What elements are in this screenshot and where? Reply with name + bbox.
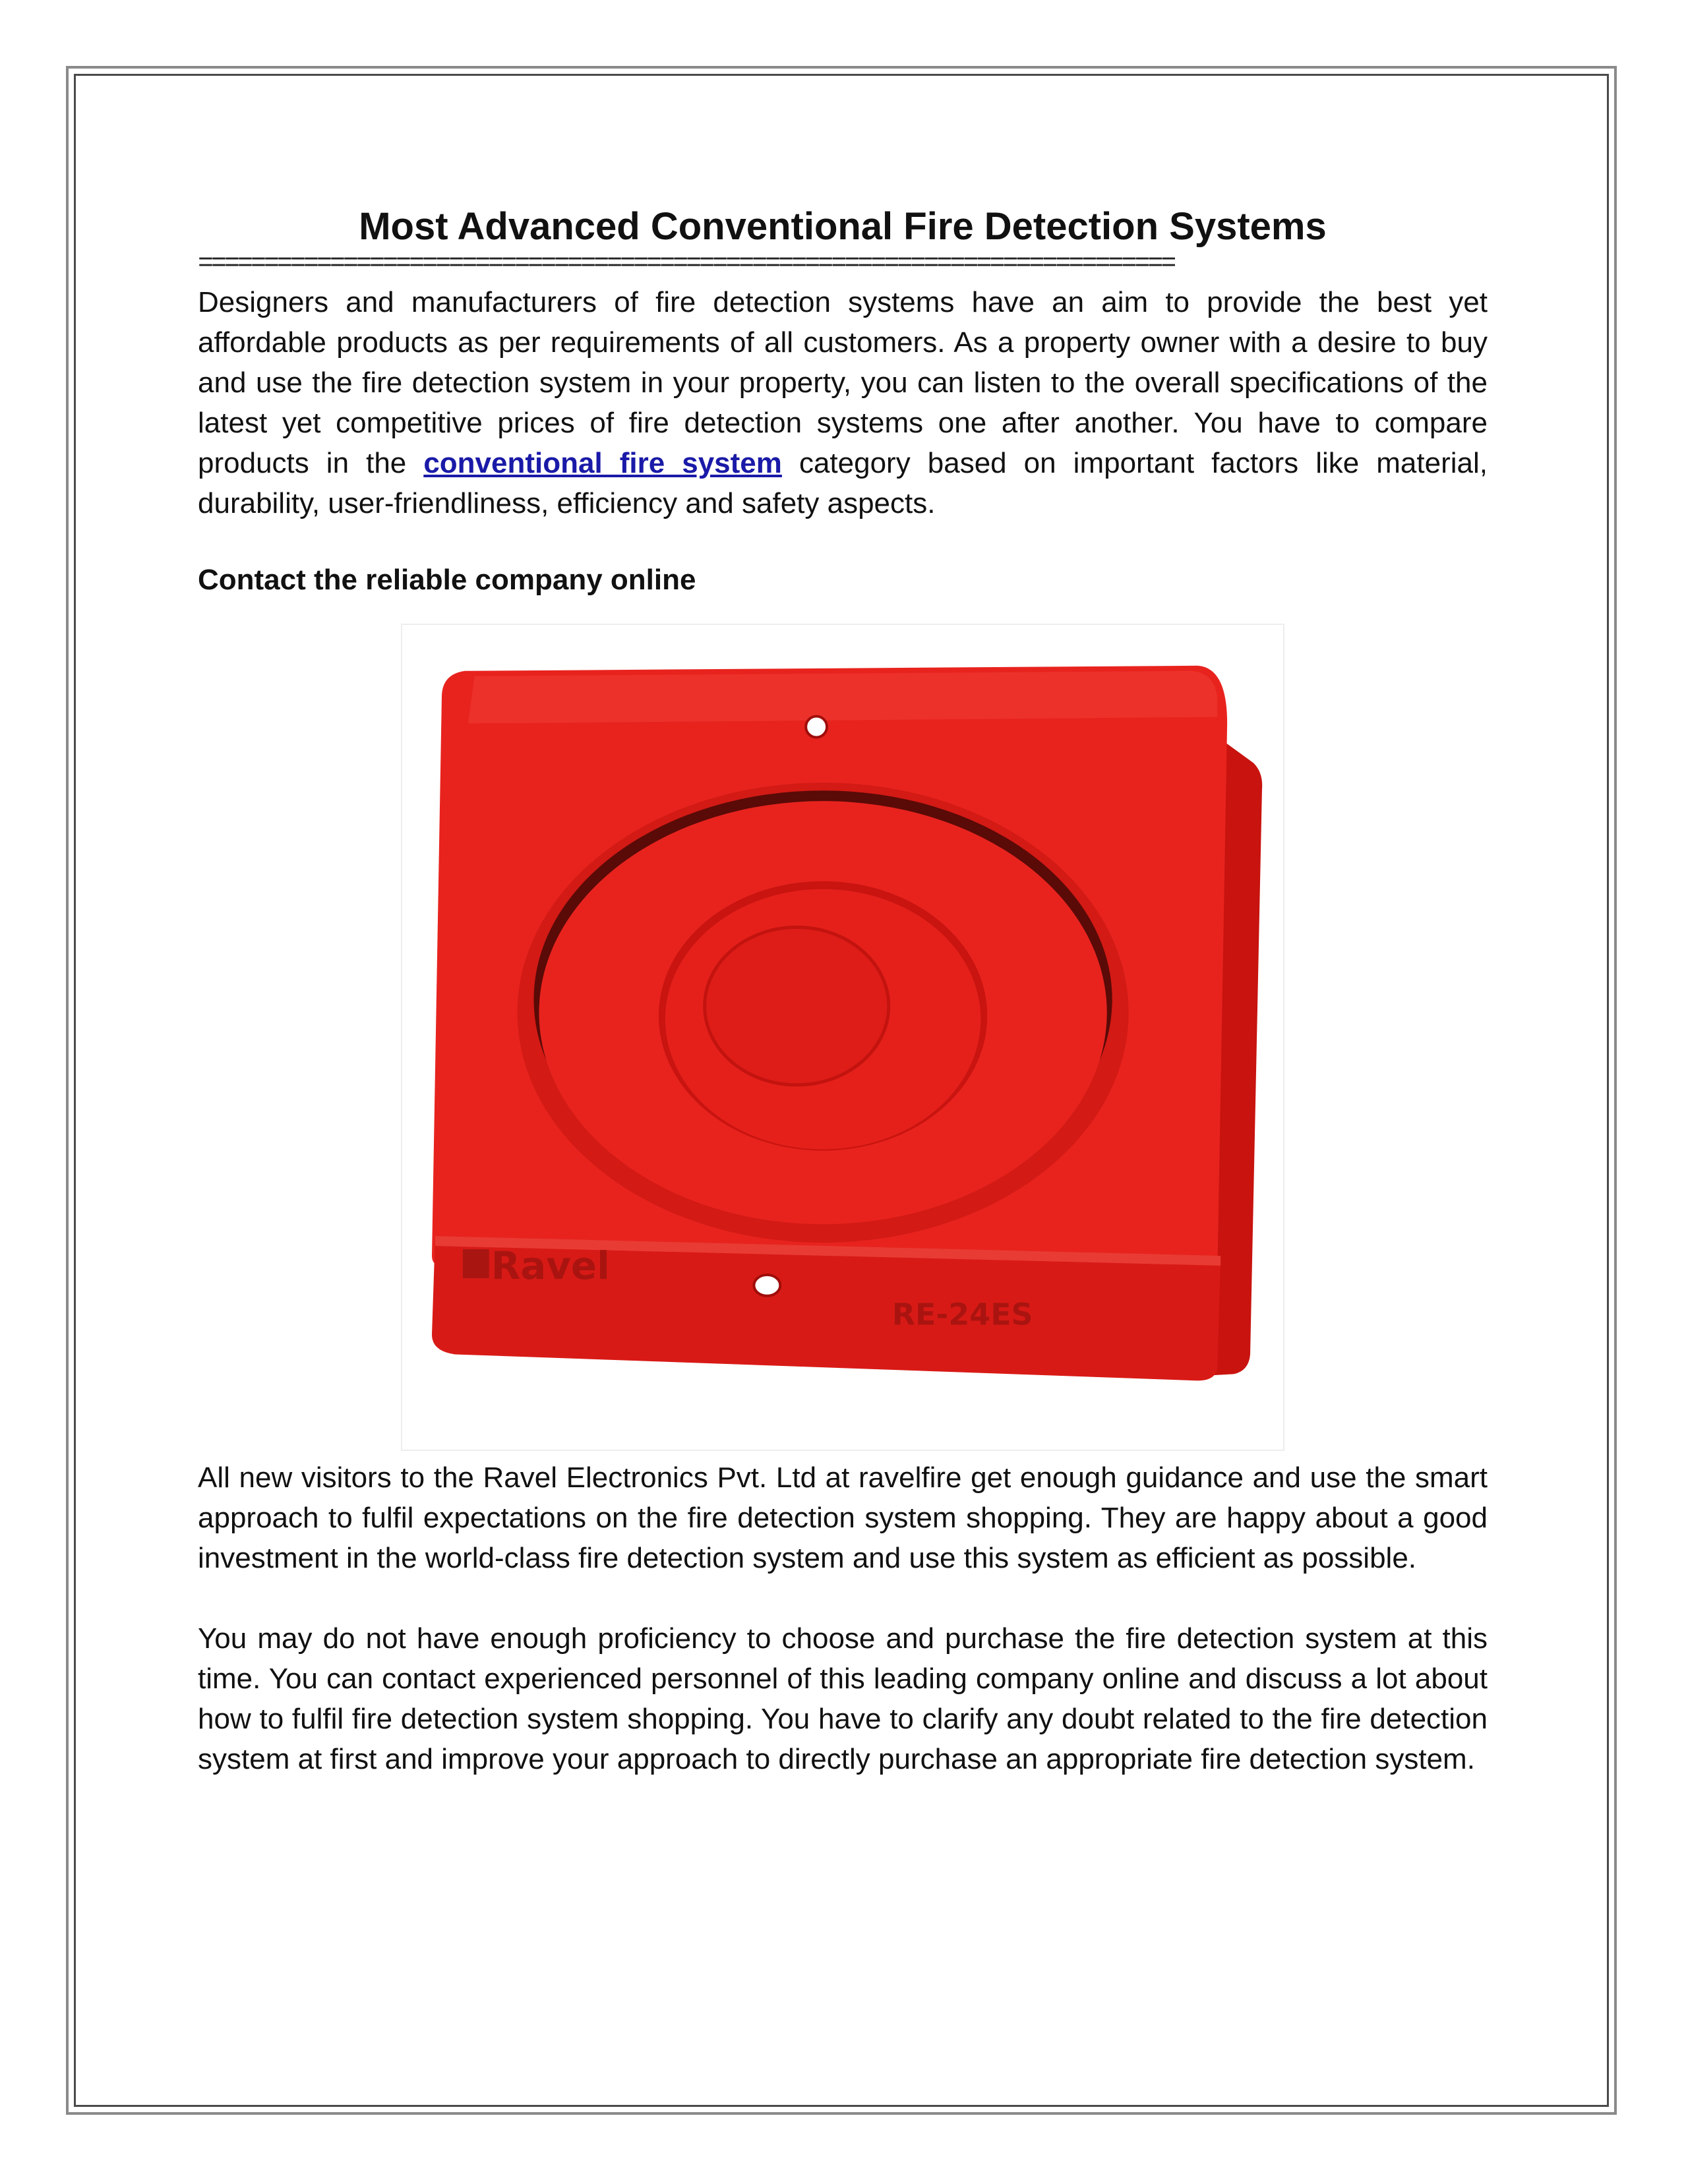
document-content <box>198 198 1488 1779</box>
top-mounting-hole-icon <box>806 717 827 738</box>
sounder-top-highlight <box>468 671 1217 724</box>
model-label: RE-24ES <box>891 1296 1033 1332</box>
intro-text-before-link: Designers and manufacturers of fire detection systems have an aim to provide the best yet affordable products as per requirements of all customers. As a property owner with a desire to buy and use the fire detection system in your property, you can listen to the overall specifications of the latest yet competitive prices of fire detection systems one after another. You have to compare products in the <box>198 286 1488 479</box>
product-image <box>401 624 1284 1451</box>
fire-sounder-illustration <box>402 625 1283 1450</box>
bottom-mounting-hole-icon <box>754 1275 780 1296</box>
brand-logo-icon <box>463 1249 489 1278</box>
document-title: Most Advanced Conventional Fire Detection Systems <box>359 205 1327 248</box>
center-dome <box>705 928 889 1085</box>
intro-text-after-link: category based on important factors like material, durability, user-friendliness, efficiency and safety aspects. <box>198 447 1488 519</box>
conventional-fire-system-link[interactable]: conventional fire system <box>423 447 782 479</box>
proficiency-paragraph: You may do not have enough proficiency to choose and purchase the fire detection system at this time. You can contact experienced personnel of this leading company online and discuss a lot about how to fulfil fire detection system shopping. You have to clarify any doubt related to the fire detection system at first and improve your approach to directly purchase an appropriate fire detection system. <box>198 1622 1488 1775</box>
brand-label: Ravel <box>491 1243 610 1288</box>
visitors-paragraph: All new visitors to the Ravel Electronics Pvt. Ltd at ravelfire get enough guidance and use the smart approach to fulfil expectations on the fire detection system shopping. They are happy about a good investment in the world-class fire detection system and use this system as efficient as possible. <box>198 1461 1488 1574</box>
title-separator: ========================================================================== <box>198 253 1174 276</box>
section-subheading: Contact the reliable company online <box>198 564 696 596</box>
intro-paragraph <box>198 282 1488 523</box>
